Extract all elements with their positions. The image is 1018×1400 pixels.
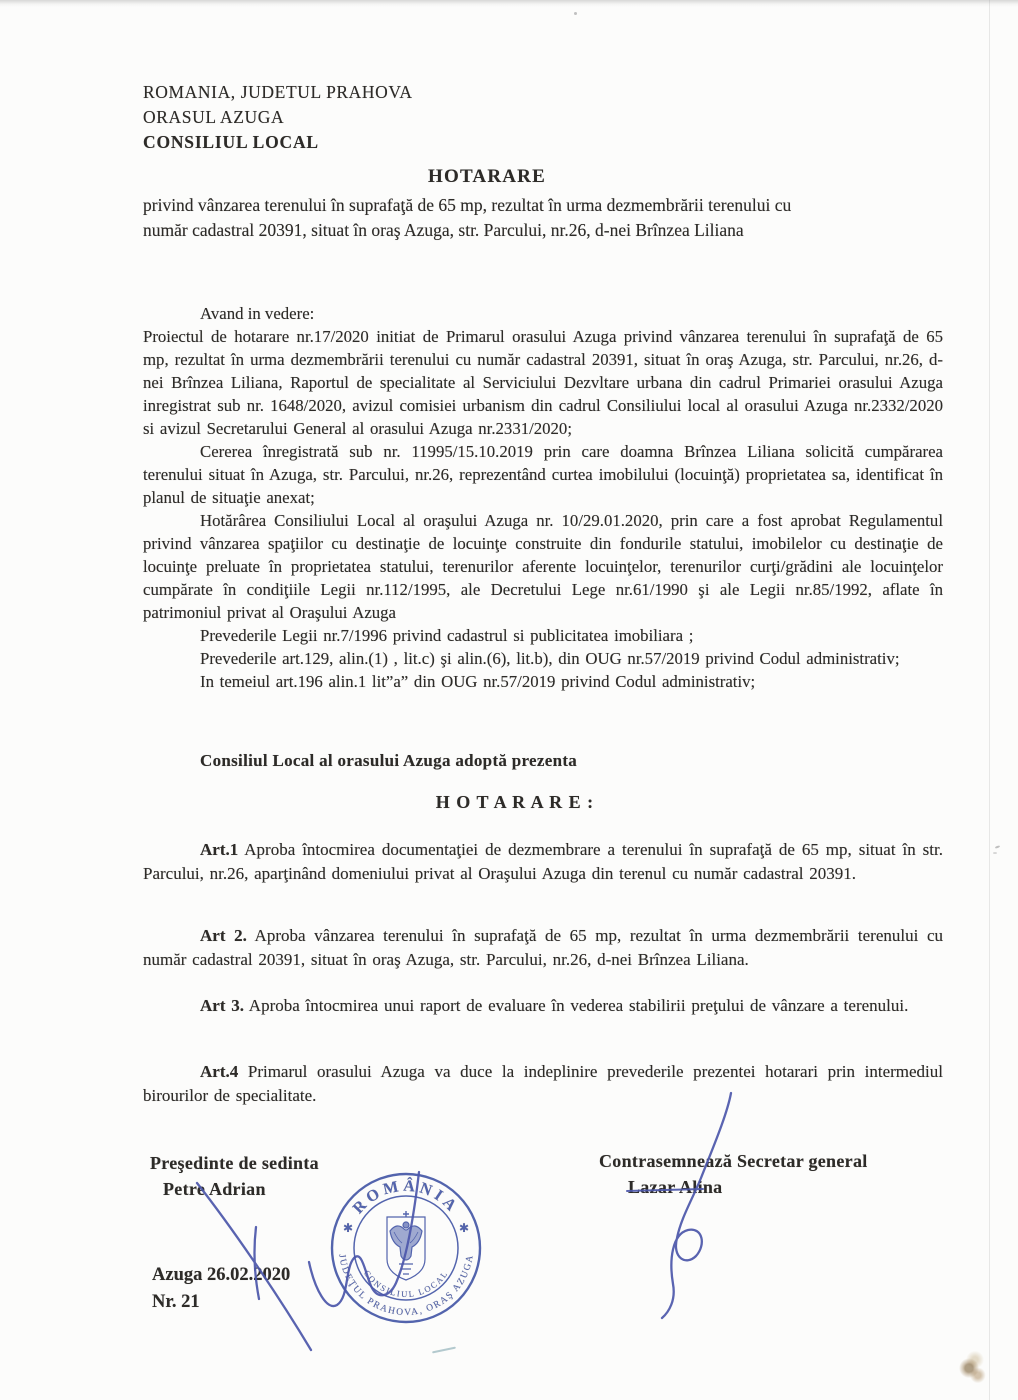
decision-heading: H O T A R A R E : (435, 792, 595, 812)
signature-block-president (150, 1150, 319, 1202)
document-title: HOTARARE (428, 166, 546, 187)
article-1 (143, 838, 943, 885)
article-2-label: Art 2. (200, 926, 247, 945)
secretary-signature-stroke (662, 1093, 731, 1318)
scan-line-artifact (989, 0, 990, 1400)
recital-paragraph: Proiectul de hotarare nr.17/2020 initiat de Primarul orasului Azuga privind vânzarea terenului în suprafaţă de 65 mp, rezultat în urma dezmembrării terenului cu număr cadastral 20391, situat în oraş Azuga, str. Parcului, nr.26, d-nei Brînzea Liliana, Raportul de specialitate al Serviciului Dezvltare urbana din cadrul Primariei orasului Azuga inregistrat sub nr. 1648/2020, avizul comisiei urbanism din cadrul Consiliului local al orasului Azuga nr.2332/2020 si avizul Secretarului General al orasului Azuga nr.2331/2020; (143, 327, 943, 438)
recital-paragraph: Prevederile art.129, alin.(1) , lit.c) şi alin.(6), lit.b), din OUG nr.57/2019 privind Codul administrativ; (200, 649, 900, 668)
header-city-line: ORASUL AZUGA (143, 107, 285, 127)
article-4-label: Art.4 (200, 1062, 239, 1081)
stamp-star-right-icon: ✱ (458, 1221, 470, 1235)
subtitle-line-1: privind vânzarea terenului în suprafaţă de 65 mp, rezultat în urma dezmembrării terenului cu (143, 195, 792, 215)
article-4 (143, 1060, 943, 1107)
subtitle-line-2: număr cadastral 20391, situat în oraş Azuga, str. Parcului, nr.26, d-nei Brînzea Liliana (143, 220, 744, 240)
article-1-text: Aproba întocmirea documentaţiei de dezmembrare a terenului în suprafaţă de 65 mp, situat în str. Parcului, nr.26, aparţinând domeniului privat al Oraşului Azuga din terenul cu număr cadastral 20391. (143, 840, 943, 883)
president-role: Preşedinte de sedinta (150, 1153, 319, 1173)
decision-number: Nr. 21 (152, 1292, 200, 1312)
president-name: Petre Adrian (163, 1179, 266, 1199)
article-2-text: Aproba vânzarea terenului în suprafaţă de 65 mp, rezultat în urma dezmembrării terenului cu număr cadastral 20391, situat în oraş Azuga, str. Parcului, nr.26, d-nei Brînzea Liliana. (143, 926, 943, 969)
recital-paragraph: Prevederile Legii nr.7/1996 privind cadastrul si publicitatea imobiliara ; (200, 626, 694, 645)
article-3-text: Aproba întocmirea unui raport de evaluare în vederea stabilirii preţului de vânzare a terenului. (243, 996, 909, 1015)
recitals-section (143, 302, 943, 693)
header-country-line: ROMANIA, JUDETUL PRAHOVA (143, 82, 413, 102)
secretary-role: Contrasemnează Secretar general (599, 1151, 868, 1171)
coat-of-arms-icon (387, 1211, 425, 1280)
adoption-line: Consiliul Local al orasului Azuga adoptă prezenta (200, 751, 578, 770)
scan-speck (574, 12, 577, 15)
scan-speck (995, 845, 1000, 849)
recital-paragraph: Hotărârea Consiliului Local al oraşului Azuga nr. 10/29.01.2020, prin care a fost aprobat Regulamentul privind vânzarea spaţiilor cu destinaţie de locuinţe construite din fondurile statului, imobilelor cu destinaţie de locuinţe preluate în proprietatea statului, terenurilor aferente locuinţelor, terenurilor curţi/grădini ale locuinţelor cumpărate în condiţiile Legii nr.112/1995, ale Decretului Lege nr.61/1990 şi ale Legii nr.85/1992, aflate în patrimoniul privat al Oraşului Azuga (143, 511, 943, 622)
scan-edge-artifact (0, 0, 1018, 7)
article-4-text: Primarul orasului Azuga va duce la indeplinire prevederile prezentei hotarari prin intermediul birourilor de specialitate. (143, 1062, 943, 1105)
recital-paragraph: Cererea înregistrată sub nr. 11995/15.10.2019 prin care doamna Brînzea Liliana solicită cumpărarea terenului situat în Azuga, str. Parcului, nr.26, reprezentând curtea imobilului (locuinţă) proprietatea sa, identificat în planul de situaţie anexat; (143, 442, 943, 507)
document-subtitle (143, 193, 953, 243)
recitals-intro: Avand in vedere: (200, 304, 315, 323)
header-council-line: CONSILIUL LOCAL (143, 132, 319, 152)
document-footer (152, 1262, 290, 1316)
article-1-label: Art.1 (200, 840, 239, 859)
pencil-mark-artifact (432, 1347, 456, 1354)
signature-block-secretary (599, 1148, 868, 1200)
secretary-name: Lazar Alina (628, 1177, 723, 1197)
document-header (143, 80, 413, 155)
stamp-county-text: JUDEŢUL PRAHOVA, ORAŞ AZUGA (336, 1253, 476, 1319)
stain-artifact (953, 1345, 993, 1387)
scan-speck (993, 852, 997, 854)
place-date: Azuga 26.02.2020 (152, 1265, 291, 1285)
article-3 (143, 994, 943, 1018)
official-round-stamp (326, 1166, 486, 1332)
recital-paragraph: In temeiul art.196 alin.1 lit”a” din OUG nr.57/2019 privind Codul administrativ; (200, 672, 756, 691)
svg-text:JUDEŢUL PRAHOVA, ORAŞ AZUGA (336, 1253, 475, 1318)
stamp-country-text: ROMÂNIA (349, 1177, 463, 1218)
stamp-council-text: CONSILIUL LOCAL (361, 1268, 451, 1300)
stamp-star-left-icon: ✱ (342, 1221, 354, 1235)
article-3-label: Art 3. (200, 996, 244, 1015)
svg-text:CONSILIUL LOCAL (362, 1268, 450, 1299)
article-2 (143, 924, 943, 971)
